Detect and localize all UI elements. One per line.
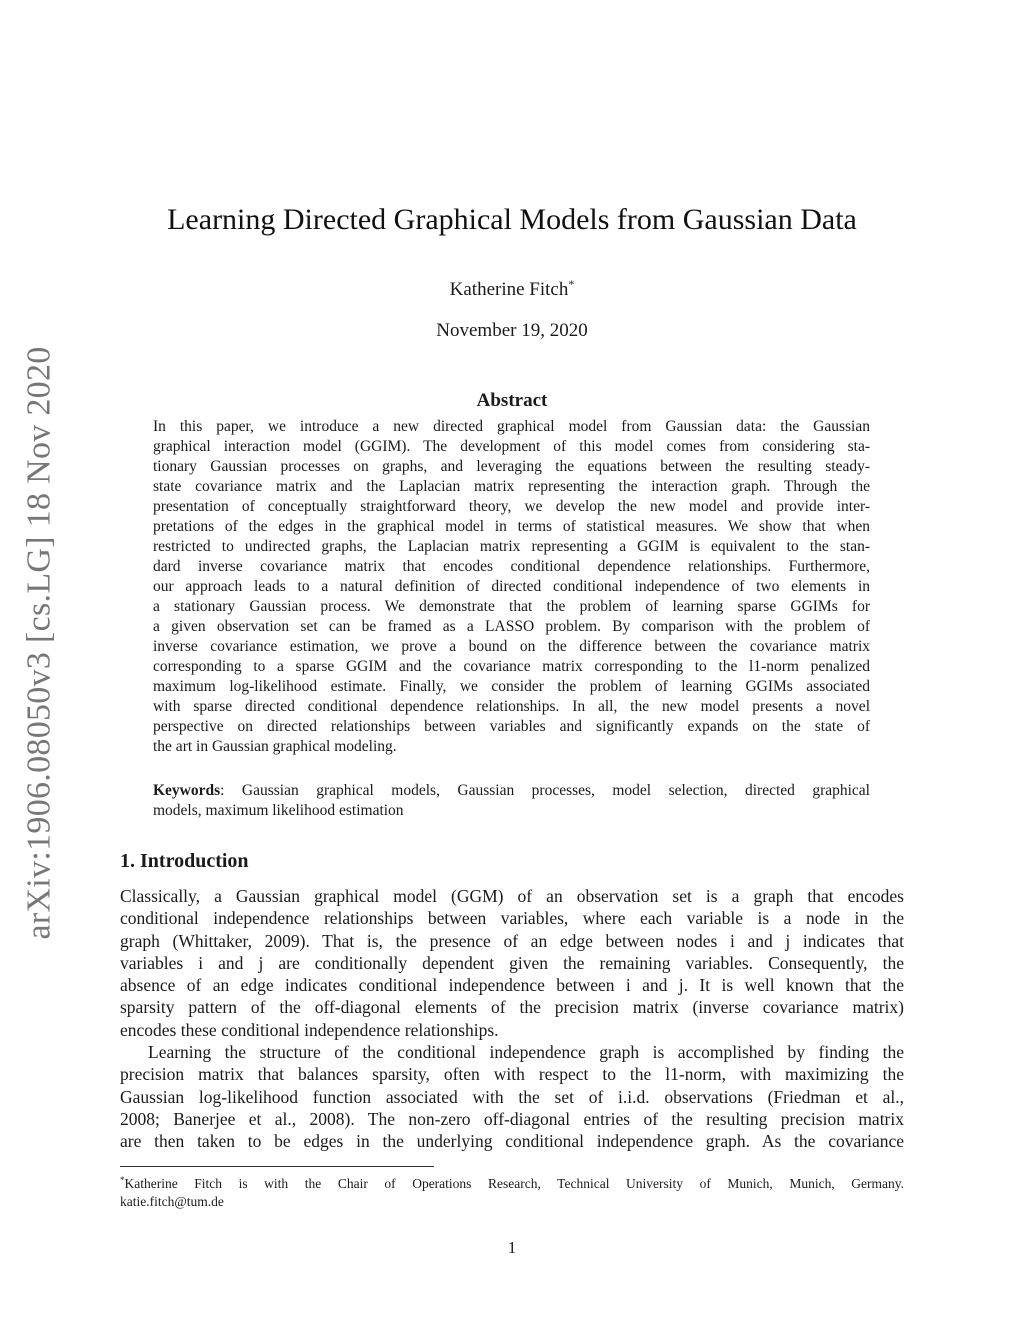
abstract-line: perspective on directed relationships between variables and significantly expands on the state of <box>153 718 870 735</box>
abstract-line: the art in Gaussian graphical modeling. <box>153 738 397 755</box>
abstract-line: restricted to undirected graphs, the Laplacian matrix representing a GGIM is equivalent to the stan- <box>153 538 870 555</box>
footnote-line <box>120 1171 904 1193</box>
body-line: precision matrix that balances sparsity, often with respect to the l1-norm, with maximizing the <box>120 1064 904 1085</box>
footnote-divider <box>120 1166 434 1167</box>
body-line: conditional independence relationships between variables, where each variable is a node in the <box>120 908 904 929</box>
author-footnote-mark: * <box>568 277 575 291</box>
arxiv-identifier-stamp <box>16 345 64 940</box>
abstract-line: a stationary Gaussian process. We demonstrate that the problem of learning sparse GGIMs for <box>153 598 870 615</box>
keywords-line: models, maximum likelihood estimation <box>153 802 404 819</box>
body-line: Learning the structure of the conditional independence graph is accomplished by finding the <box>148 1042 904 1063</box>
introduction-body <box>120 885 904 1153</box>
author-name: Katherine Fitch <box>449 279 569 300</box>
body-line: 2008; Banerjee et al., 2008). The non-zero off-diagonal entries of the resulting precision matrix <box>120 1108 904 1129</box>
keywords-label: Keywords <box>153 782 221 799</box>
abstract-line: state covariance matrix and the Laplacian matrix representing the interaction graph. Through the <box>153 478 870 495</box>
body-line: graph (Whittaker, 2009). That is, the presence of an edge between nodes i and j indicates that <box>120 930 904 951</box>
footnote <box>120 1171 904 1211</box>
abstract-line: tionary Gaussian processes on graphs, and leveraging the equations between the resulting steady- <box>153 458 870 475</box>
body-line: Classically, a Gaussian graphical model (GGM) of an observation set is a graph that encodes <box>120 886 904 906</box>
keywords-line <box>153 781 870 801</box>
abstract-body <box>153 417 870 757</box>
abstract-line: maximum log-likelihood estimate. Finally, we consider the problem of learning GGIMs associated <box>153 678 870 695</box>
keywords-text: : Gaussian graphical models, Gaussian processes, model selection, directed graphical <box>220 782 870 799</box>
body-line: absence of an edge indicates conditional independence between i and j. It is well known that the <box>120 975 904 996</box>
paper-title: Learning Directed Graphical Models from Gaussian Data <box>167 203 857 236</box>
abstract-line: graphical interaction model (GGIM). The development of this model comes from considering sta- <box>153 438 870 455</box>
abstract-heading: Abstract <box>476 390 548 411</box>
footnote-mark: * <box>120 1175 125 1185</box>
keywords-block <box>153 781 870 821</box>
abstract-line: In this paper, we introduce a new directed graphical model from Gaussian data: the Gaussian <box>153 418 870 435</box>
abstract-line: with sparse directed conditional dependence relationships. In all, the new model presents a novel <box>153 698 870 715</box>
abstract-line: presentation of conceptually straightforward theory, we develop the new model and provide inter- <box>153 498 870 515</box>
body-line: sparsity pattern of the off-diagonal elements of the precision matrix (inverse covariance matrix) <box>120 997 904 1018</box>
abstract-line: dard inverse covariance matrix that encodes conditional dependence relationships. Furthermore, <box>153 558 870 575</box>
publication-date: November 19, 2020 <box>436 320 588 341</box>
body-line: Gaussian log-likelihood function associated with the set of i.i.d. observations (Friedman et al., <box>120 1086 904 1107</box>
footnote-email: katie.fitch@tum.de <box>120 1194 224 1209</box>
abstract-line: a given observation set can be framed as a LASSO problem. By comparison with the problem of <box>153 618 870 635</box>
author-line <box>120 277 904 301</box>
section-heading-introduction: 1. Introduction <box>120 850 249 872</box>
abstract-line: our approach leads to a natural definition of directed conditional independence of two elements in <box>153 578 870 595</box>
abstract-line: corresponding to a sparse GGIM and the covariance matrix corresponding to the l1-norm penalized <box>153 658 870 675</box>
arxiv-identifier-text: arXiv:1906.08050v3 [cs.LG] 18 Nov 2020 <box>21 345 59 940</box>
body-line: variables i and j are conditionally dependent given the remaining variables. Consequently, the <box>120 952 904 973</box>
abstract-line: inverse covariance estimation, we prove a bound on the difference between the covariance matrix <box>153 638 870 655</box>
body-line: encodes these conditional independence relationships. <box>120 1019 499 1040</box>
footnote-text: Katherine Fitch is with the Chair of Operations Research, Technical University of Munich, Munich, Germany. <box>124 1176 904 1191</box>
body-line: are then taken to be edges in the underlying conditional independence graph. As the covariance <box>120 1131 904 1152</box>
abstract-line: pretations of the edges in the graphical model in terms of statistical measures. We show that when <box>153 518 870 535</box>
page-number: 1 <box>507 1238 517 1257</box>
